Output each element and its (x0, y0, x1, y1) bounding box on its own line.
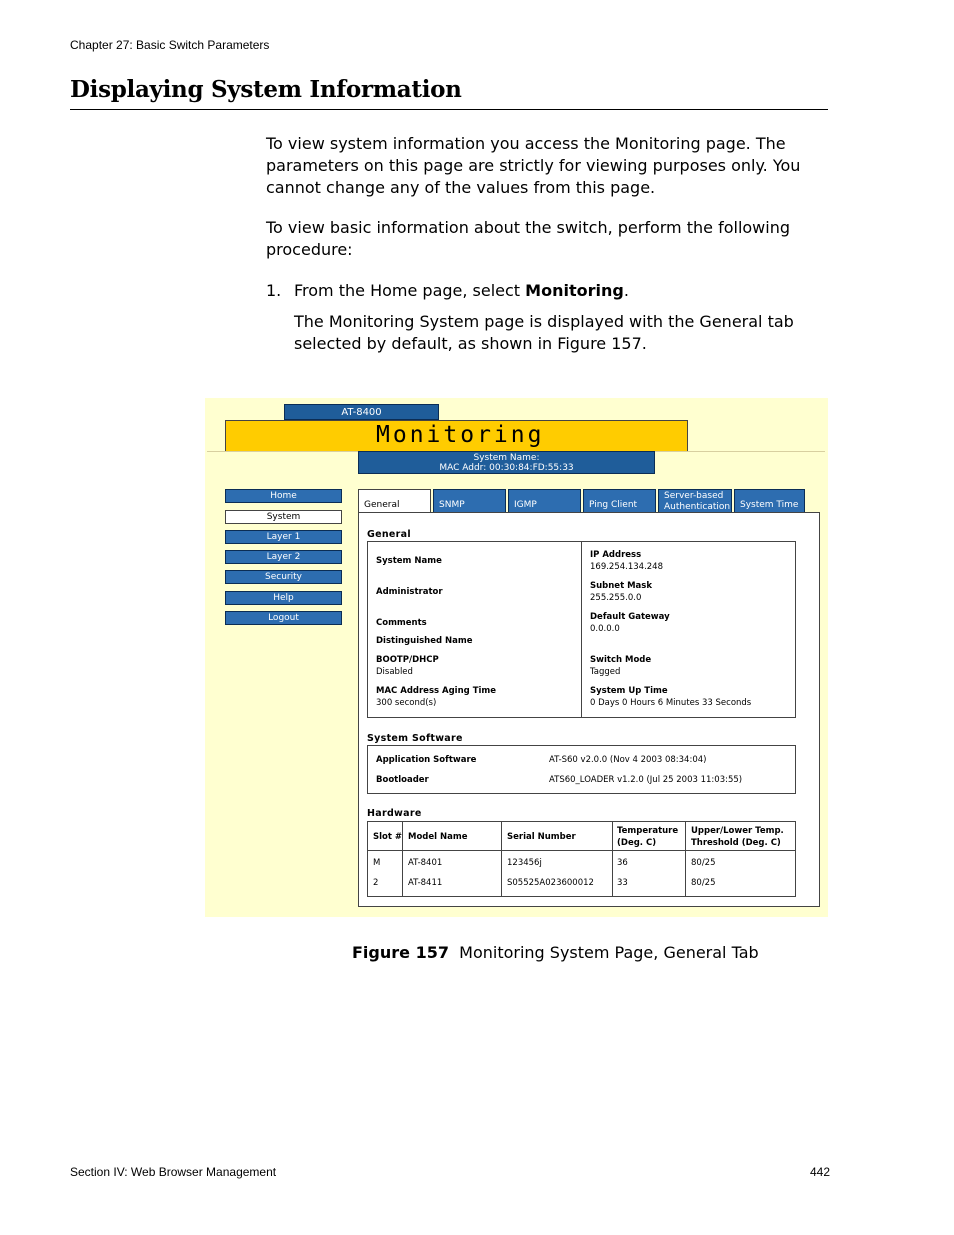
hw-row2-model: AT-8411 (408, 878, 443, 888)
system-uptime-label: System Up Time (590, 686, 668, 696)
hw-col-divider-4 (685, 822, 686, 896)
hw-row1-threshold: 80/25 (691, 858, 716, 868)
system-name-label: System Name (376, 556, 442, 566)
hw-col-divider-3 (612, 822, 613, 896)
mac-address-line: MAC Addr: 00:30:84:FD:55:33 (439, 463, 574, 473)
caption-text: Monitoring System Page, General Tab (459, 943, 759, 962)
page-number: 442 (810, 1165, 831, 1179)
hw-col-slot: Slot # (373, 832, 403, 842)
step-bold: Monitoring (525, 281, 624, 300)
monitoring-screenshot (205, 398, 828, 917)
hw-row2-temp: 33 (617, 878, 628, 888)
bootp-dhcp-label: BOOTP/DHCP (376, 655, 439, 665)
procedure-paragraph: To view basic information about the switch, perform the following procedure: (266, 218, 790, 259)
hardware-heading: Hardware (367, 808, 422, 819)
default-gateway-label: Default Gateway (590, 612, 670, 622)
step-result-text: The Monitoring System page is displayed with the General tab selected by default, as shown in Figure 157. (294, 312, 794, 353)
figure-caption (352, 943, 759, 962)
hw-col-divider-1 (402, 822, 403, 896)
hw-row1-temp: 36 (617, 858, 628, 868)
bootloader-value: ATS60_LOADER v1.2.0 (Jul 25 2003 11:03:55) (549, 775, 743, 785)
tab-server-based-authentication[interactable] (658, 489, 732, 513)
hw-col-temp: Temperature (617, 826, 679, 836)
footer-section: Section IV: Web Browser Management (70, 1165, 277, 1179)
distinguished-name-label: Distinguished Name (376, 636, 473, 646)
app-software-value: AT-S60 v2.0.0 (Nov 4 2003 08:34:04) (549, 755, 707, 765)
hardware-header-rule (368, 850, 795, 851)
tab-system-time[interactable]: System Time (734, 489, 805, 513)
tab-snmp[interactable]: SNMP (433, 489, 506, 513)
model-label: AT-8400 (284, 404, 439, 420)
switch-mode-value: Tagged (590, 667, 621, 677)
step-pre: From the Home page, select (294, 281, 526, 300)
nav-layer-2[interactable]: Layer 2 (225, 550, 342, 564)
step-number: 1. (266, 281, 282, 300)
running-header: Chapter 27: Basic Switch Parameters (70, 38, 270, 52)
caption-label: Figure 157 (352, 943, 449, 962)
software-box (367, 745, 796, 794)
monitoring-banner (225, 420, 688, 452)
comments-label: Comments (376, 618, 427, 628)
hw-row2-slot: 2 (373, 878, 379, 888)
hardware-table (367, 821, 796, 897)
banner-title: Monitoring (376, 422, 545, 448)
nav-home[interactable]: Home (225, 489, 342, 503)
general-divider (581, 542, 582, 717)
administrator-label: Administrator (376, 587, 443, 597)
system-info-box (358, 451, 655, 474)
mac-aging-label: MAC Address Aging Time (376, 686, 497, 696)
bootloader-label: Bootloader (376, 775, 429, 785)
bootp-dhcp-value: Disabled (376, 667, 413, 677)
system-uptime-value: 0 Days 0 Hours 6 Minutes 33 Seconds (590, 698, 752, 708)
mac-aging-value: 300 second(s) (376, 698, 437, 708)
default-gateway-value: 0.0.0.0 (590, 624, 620, 634)
hw-row2-serial: S05525A023600012 (507, 878, 594, 888)
nav-security[interactable]: Security (225, 570, 342, 584)
hw-row1-model: AT-8401 (408, 858, 443, 868)
hw-row2-threshold: 80/25 (691, 878, 716, 888)
software-heading: System Software (367, 733, 463, 744)
hw-col-threshold: Upper/Lower Temp. (691, 826, 784, 836)
nav-system[interactable]: System (225, 510, 342, 524)
page-title: Displaying System Information (70, 76, 462, 103)
general-panel (358, 512, 820, 907)
app-software-label: Application Software (376, 755, 477, 765)
ip-address-label: IP Address (590, 550, 642, 560)
step-post: . (623, 281, 629, 300)
general-box (367, 541, 796, 718)
hw-col-temp-unit: (Deg. C) (617, 838, 657, 848)
intro-paragraph: To view system information you access the Monitoring page. The parameters on this page are strictly for viewing purposes only. You cannot change any of the values from this page. (266, 134, 801, 197)
hw-col-divider-2 (501, 822, 502, 896)
tab-general[interactable]: General (358, 489, 431, 514)
system-name-line: System Name: (473, 453, 540, 463)
tab-igmp[interactable]: IGMP (508, 489, 581, 513)
hw-col-threshold-unit: Threshold (Deg. C) (691, 838, 781, 848)
nav-layer-1[interactable]: Layer 1 (225, 530, 342, 544)
tab-ping-client[interactable]: Ping Client (583, 489, 656, 513)
hw-col-model: Model Name (408, 832, 468, 842)
tab-server-based-line1: Server-based (664, 491, 724, 501)
nav-help[interactable]: Help (225, 591, 342, 605)
subnet-mask-label: Subnet Mask (590, 581, 653, 591)
switch-mode-label: Switch Mode (590, 655, 652, 665)
title-rule (70, 109, 828, 110)
step-text (294, 280, 629, 302)
subnet-mask-value: 255.255.0.0 (590, 593, 642, 603)
nav-logout[interactable]: Logout (225, 611, 342, 625)
general-heading: General (367, 529, 411, 540)
ip-address-value: 169.254.134.248 (590, 562, 664, 572)
hw-col-serial: Serial Number (507, 832, 576, 842)
hw-row1-slot: M (373, 858, 381, 868)
hw-row1-serial: 123456j (507, 858, 542, 868)
tab-server-based-line2: Authentication (664, 502, 731, 512)
